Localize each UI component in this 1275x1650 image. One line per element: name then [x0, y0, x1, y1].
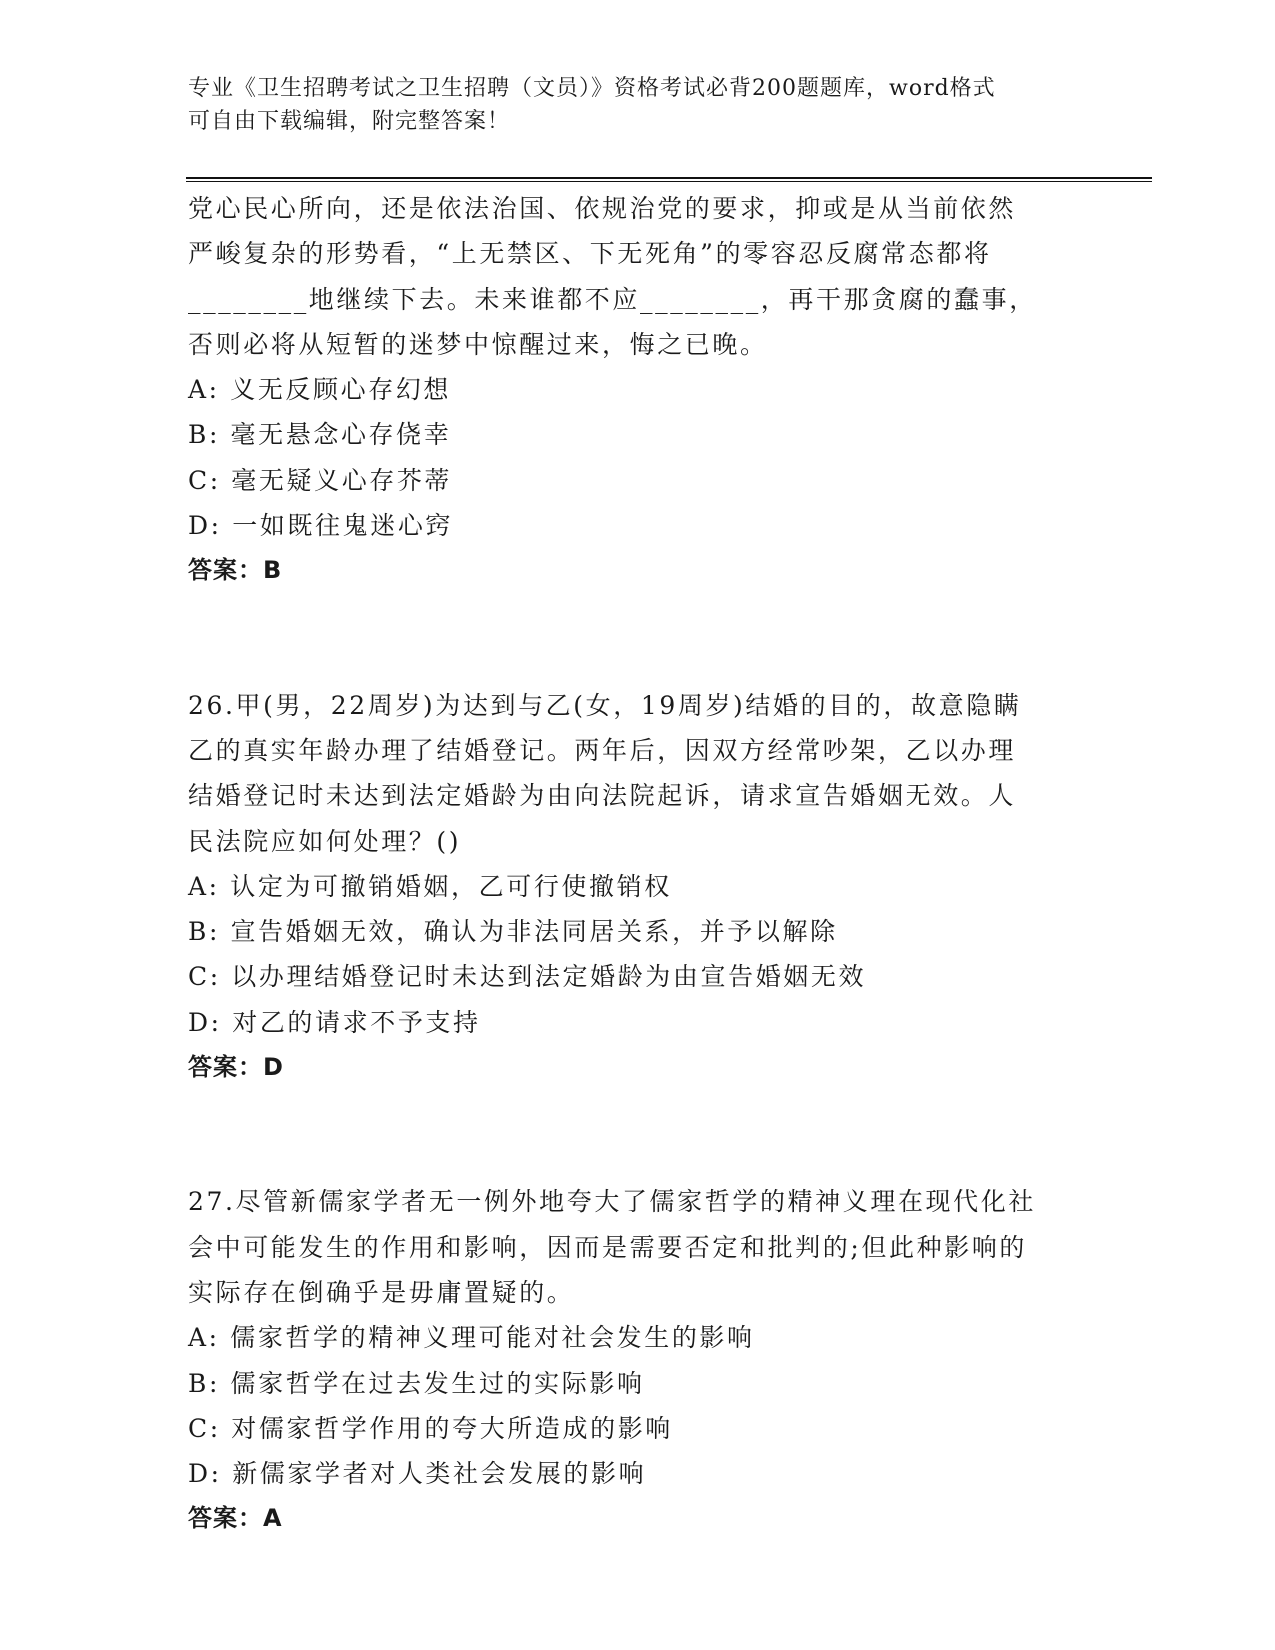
question-spacer — [188, 1090, 1088, 1179]
question-text-line: 乙的真实年龄办理了结婚登记。两年后，因双方经常吵架，乙以办理 — [188, 735, 1017, 765]
option-d: D: 一如既往鬼迷心窍 — [188, 511, 454, 541]
header-divider — [186, 177, 1152, 179]
question-text-line: 27.尽管新儒家学者无一例外地夸大了儒家哲学的精神义理在现代化社 — [188, 1187, 1036, 1217]
document-header — [188, 72, 1088, 138]
option-b: B: 毫无悬念心存侥幸 — [188, 420, 452, 450]
question-text-line: 严峻复杂的形势看，“上无禁区、下无死角”的零容忍反腐常态都将 — [188, 239, 992, 269]
question-text-line: 否则必将从短暂的迷梦中惊醒过来，悔之已晚。 — [188, 329, 768, 359]
answer: 答案：D — [188, 1053, 284, 1082]
answer: 答案：B — [188, 556, 283, 585]
question-text-line: 党心民心所向，还是依法治国、依规治党的要求，抑或是从当前依然 — [188, 194, 1017, 223]
question-text-line: 民法院应如何处理？() — [188, 826, 462, 856]
option-a: A: 认定为可撤销婚姻，乙可行使撤销权 — [188, 871, 672, 901]
question-26 — [188, 683, 1088, 1091]
question-27 — [188, 1179, 1088, 1541]
header-title-line-2: 可自由下载编辑，附完整答案！ — [188, 109, 511, 134]
header-divider-thin — [186, 181, 1152, 182]
option-a: A: 义无反顾心存幻想 — [188, 375, 452, 405]
option-d: D: 新儒家学者对人类社会发展的影响 — [188, 1459, 647, 1489]
document-body — [188, 186, 1088, 1542]
option-c: C: 以办理结婚登记时未达到法定婚龄为由宣告婚姻无效 — [188, 962, 867, 992]
question-text-line: 实际存在倒确乎是毋庸置疑的。 — [188, 1277, 575, 1307]
option-b: B: 宣告婚姻无效，确认为非法同居关系，并予以解除 — [188, 917, 838, 947]
answer: 答案：A — [188, 1504, 283, 1533]
question-25 — [188, 186, 1088, 594]
question-text-line: ________地继续下去。未来谁都不应________，再干那贪腐的蠢事， — [188, 284, 1037, 314]
question-text-line: 会中可能发生的作用和影响，因而是需要否定和批判的;但此种影响的 — [188, 1232, 1028, 1262]
question-text-line: 结婚登记时未达到法定婚龄为由向法院起诉，请求宣告婚姻无效。人 — [188, 781, 1017, 811]
option-d: D: 对乙的请求不予支持 — [188, 1007, 481, 1037]
header-title-line-1: 专业《卫生招聘考试之卫生招聘（文员）》资格考试必背200题题库，word格式 — [188, 76, 996, 101]
question-spacer — [188, 594, 1088, 683]
question-text-line: 26.甲(男，22周岁)为达到与乙(女，19周岁)结婚的目的，故意隐瞒 — [188, 690, 1022, 720]
option-c: C: 毫无疑义心存芥蒂 — [188, 465, 453, 495]
option-a: A: 儒家哲学的精神义理可能对社会发生的影响 — [188, 1323, 755, 1353]
option-b: B: 儒家哲学在过去发生过的实际影响 — [188, 1368, 645, 1398]
option-c: C: 对儒家哲学作用的夸大所造成的影响 — [188, 1413, 673, 1443]
